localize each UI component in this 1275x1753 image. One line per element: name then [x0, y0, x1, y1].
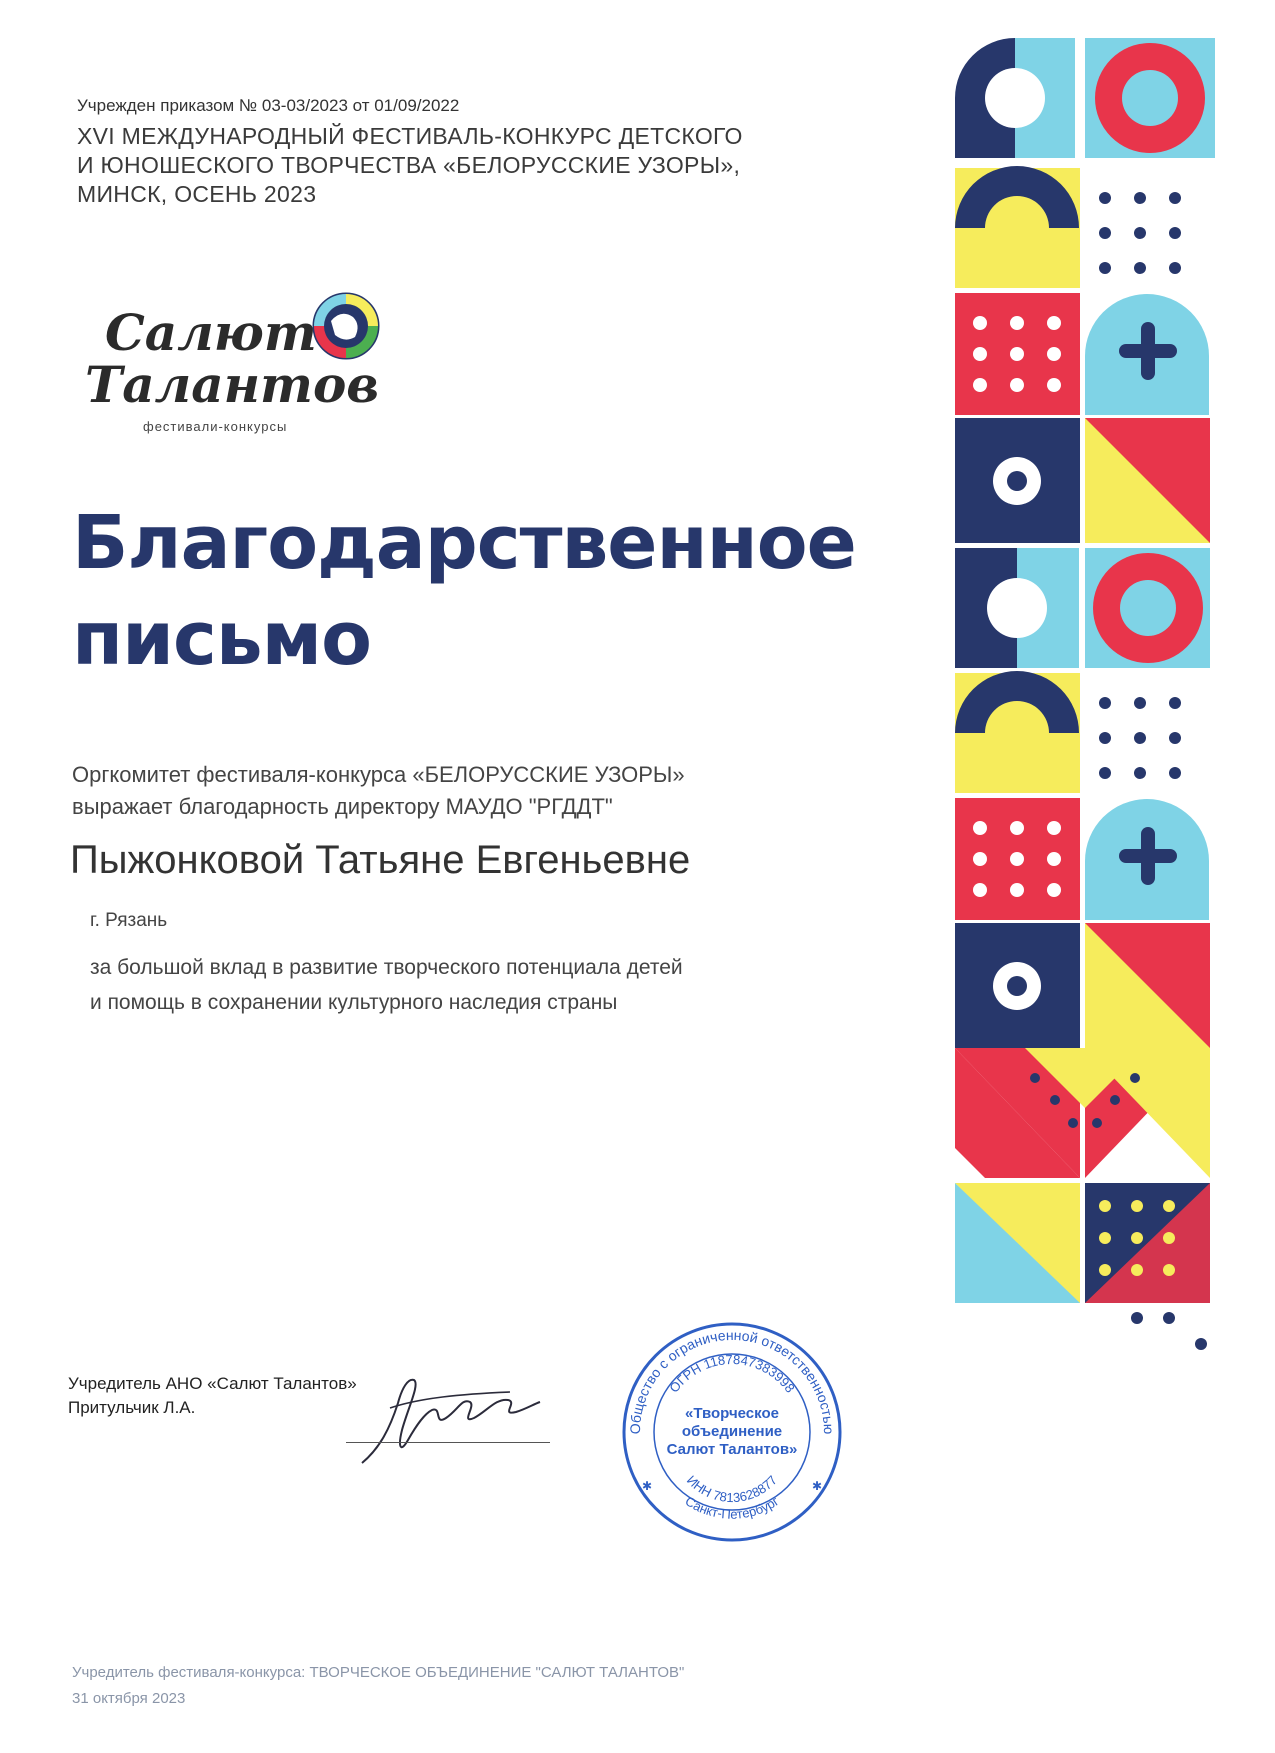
- pattern-red-dots: [955, 293, 1080, 415]
- pattern-ring-navy-cyan: [955, 38, 1075, 158]
- svg-text:✱: ✱: [812, 1479, 823, 1493]
- pattern-ring-red: [1085, 38, 1215, 158]
- footer: [72, 1660, 684, 1712]
- pattern-triangles: [1085, 923, 1210, 1048]
- festival-title-line: МИНСК, ОСЕНЬ 2023: [77, 181, 317, 207]
- decorative-geometric-pattern: [955, 38, 1217, 1356]
- stamp-center-line3: Салют Талантов»: [666, 1441, 798, 1458]
- org-statement: [72, 759, 685, 823]
- founder-line1: Учредитель АНО «Салют Талантов»: [68, 1374, 357, 1393]
- pattern-half-ring: [955, 671, 1080, 793]
- stamp-center-line2: объединение: [681, 1423, 783, 1440]
- letter-title-line1: Благодарственное: [72, 500, 856, 586]
- pattern-triangles: [1085, 418, 1210, 543]
- reason-line: за большой вклад в развитие творческого потенциала детей: [90, 956, 683, 979]
- signature-line: [346, 1442, 550, 1443]
- pattern-plus-arch: [1085, 294, 1209, 415]
- pattern-tail-dots: [1131, 1312, 1207, 1350]
- pattern-ring-red: [1085, 548, 1210, 668]
- pattern-red-dots: [955, 798, 1080, 920]
- recipient-name: Пыжонковой Татьяне Евгеньевне: [70, 838, 691, 882]
- pattern-chevron: [955, 1048, 1210, 1178]
- stamp-inn: ИНН 7813628877: [683, 1472, 781, 1506]
- globe-icon: [311, 291, 381, 361]
- festival-title-line: И ЮНОШЕСКОГО ТВОРЧЕСТВА «БЕЛОРУССКИЕ УЗОРЫ»,: [77, 152, 741, 178]
- festival-title: [77, 122, 743, 209]
- stamp-graphic: [612, 1312, 852, 1552]
- reason-text: [90, 950, 683, 1020]
- stamp-outer-text: Общество с ограниченной ответственностью: [626, 1326, 838, 1435]
- pattern-navy-dots: [1085, 1183, 1210, 1303]
- org-statement-line: Оргкомитет фестиваля-конкурса «БЕЛОРУССКИЕ УЗОРЫ»: [72, 762, 685, 787]
- pattern-yellow-triangle: [955, 1183, 1080, 1303]
- pattern-navy-circle: [955, 923, 1080, 1048]
- footer-date: 31 октября 2023: [72, 1690, 186, 1707]
- letter-title-line2: письмо: [72, 596, 371, 682]
- pattern-dots-grid: [1099, 192, 1181, 274]
- logo-subtitle: фестивали-конкурсы: [143, 419, 288, 434]
- stamp-center-line1: «Творческое: [685, 1405, 779, 1422]
- signature: [350, 1368, 550, 1478]
- pattern-dots-grid: [1099, 697, 1181, 779]
- recipient-city: г. Рязань: [90, 910, 168, 931]
- letter-title: [72, 495, 856, 687]
- pattern-ring-navy-cyan: [955, 548, 1079, 668]
- svg-text:✱: ✱: [642, 1479, 653, 1493]
- stamp-city: Санкт-Петербург: [682, 1493, 782, 1522]
- salut-talantov-logo: [85, 283, 405, 433]
- pattern-plus-arch: [1085, 799, 1209, 920]
- pattern-half-ring: [955, 166, 1080, 288]
- stamp-ogrn: ОГРН 1187847383998: [666, 1351, 798, 1396]
- reason-line: и помощь в сохранении культурного наследия страны: [90, 991, 618, 1014]
- founder-line2: Притульчик Л.А.: [68, 1398, 196, 1417]
- logo-line2: Талантов: [85, 355, 380, 414]
- founder-block: [68, 1372, 357, 1420]
- footer-founder: Учредитель фестиваля-конкурса: ТВОРЧЕСКОЕ ОБЪЕДИНЕНИЕ "САЛЮТ ТАЛАНТОВ": [72, 1664, 685, 1681]
- order-text: Учрежден приказом № 03-03/2023 от 01/09/2022: [77, 96, 460, 115]
- company-stamp: [612, 1312, 852, 1552]
- pattern-navy-circle: [955, 418, 1080, 543]
- festival-title-line: XVI МЕЖДУНАРОДНЫЙ ФЕСТИВАЛЬ-КОНКУРС ДЕТСКОГО: [77, 123, 743, 149]
- logo-line1: Салют: [105, 303, 317, 362]
- org-statement-line: выражает благодарность директору МАУДО "РГДДТ": [72, 794, 613, 819]
